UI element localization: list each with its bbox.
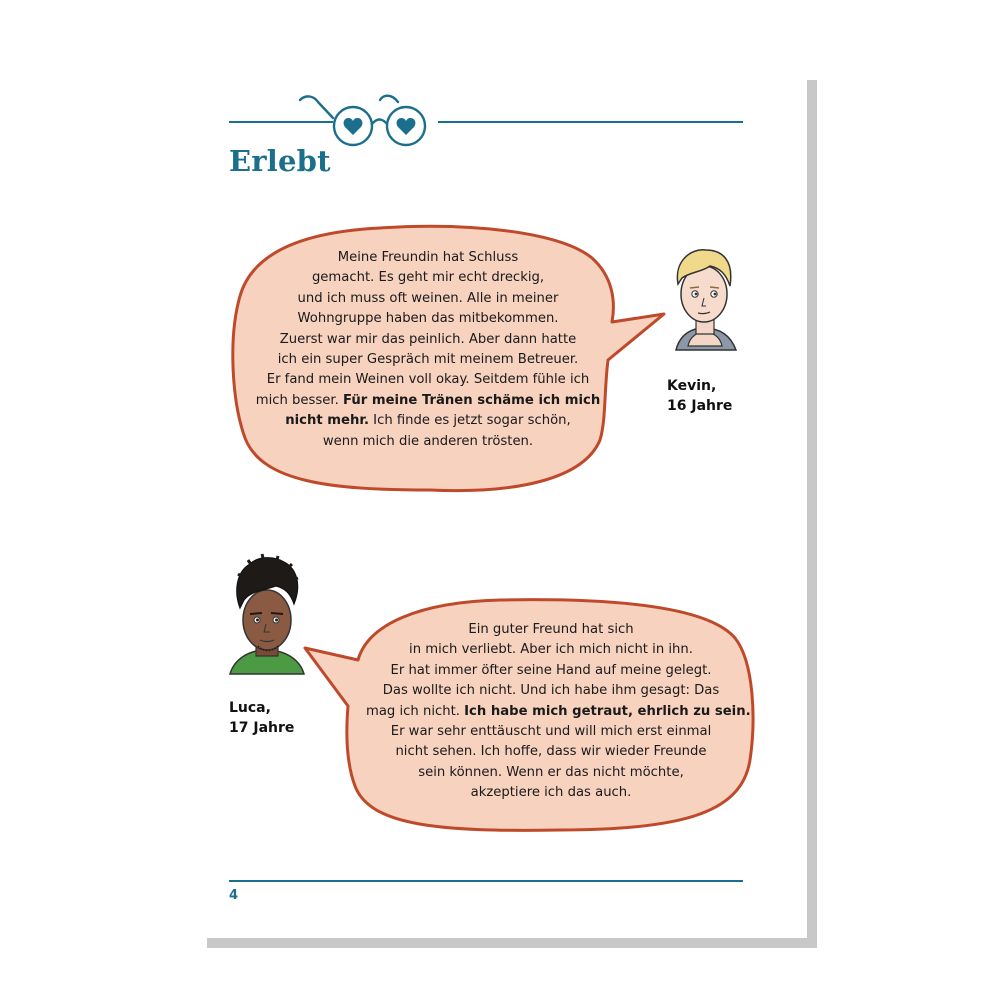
luca-avatar bbox=[228, 552, 308, 676]
text-line: Er hat immer öfter seine Hand auf meine gelegt. bbox=[390, 662, 712, 678]
text-line: und ich muss oft weinen. Alle in meiner bbox=[297, 290, 559, 306]
text-line: Zuerst war mir das peinlich. Aber dann hatte bbox=[279, 331, 577, 347]
text-line: Das wollte ich nicht. Und ich habe ihm gesagt: Das bbox=[382, 683, 720, 699]
footer-rule bbox=[229, 880, 743, 882]
text-line: Wohngruppe haben das mitbekommen. bbox=[297, 311, 559, 327]
text-line: Ein guter Freund hat sich bbox=[468, 622, 634, 637]
speaker-age: 17 Jahre bbox=[229, 720, 295, 736]
speaker-name: Luca, bbox=[229, 700, 271, 716]
text-emphasis: Ich habe mich getraut, ehrlich zu sein. bbox=[464, 703, 751, 719]
text-line: Meine Freundin hat Schluss bbox=[337, 250, 519, 265]
speech-text-luca bbox=[366, 620, 751, 804]
text-line: Er fand mein Weinen voll okay. Seitdem fühle ich bbox=[266, 372, 590, 388]
speaker-age: 16 Jahre bbox=[667, 398, 733, 414]
text-normal: Ich finde es jetzt sogar schön, bbox=[368, 413, 571, 429]
text-emphasis: nicht mehr. bbox=[285, 413, 369, 429]
speaker-label-luca bbox=[229, 698, 294, 738]
text-line: ich ein super Gespräch mit meinem Betreuer. bbox=[277, 352, 579, 368]
kevin-avatar bbox=[664, 242, 744, 362]
text-line: wenn mich die anderen trösten. bbox=[322, 433, 534, 449]
text-line: gemacht. Es geht mir echt dreckig, bbox=[311, 270, 545, 286]
speaker-label-kevin bbox=[667, 376, 732, 416]
text-normal: mag ich nicht. bbox=[366, 703, 465, 719]
text-line: akzeptiere ich das auch. bbox=[470, 785, 632, 801]
text-line-mixed bbox=[253, 391, 603, 411]
text-line: in mich verliebt. Aber ich mich nicht in ihn. bbox=[409, 642, 693, 658]
speech-text-kevin bbox=[253, 248, 603, 452]
text-normal: mich besser. bbox=[255, 392, 343, 408]
text-line: nicht sehen. Ich hoffe, dass wir wieder Freunde bbox=[395, 744, 707, 760]
page-title: Erlebt bbox=[229, 144, 331, 178]
text-line-mixed bbox=[366, 702, 751, 722]
text-emphasis: Für meine Tränen schäme ich mich bbox=[343, 392, 601, 408]
text-line: Er war sehr enttäuscht und will mich erst einmal bbox=[390, 724, 712, 740]
page-number: 4 bbox=[229, 888, 239, 903]
text-line: sein können. Wenn er das nicht möchte, bbox=[418, 764, 684, 780]
text-line-mixed bbox=[253, 411, 603, 431]
speaker-name: Kevin, bbox=[667, 378, 717, 394]
